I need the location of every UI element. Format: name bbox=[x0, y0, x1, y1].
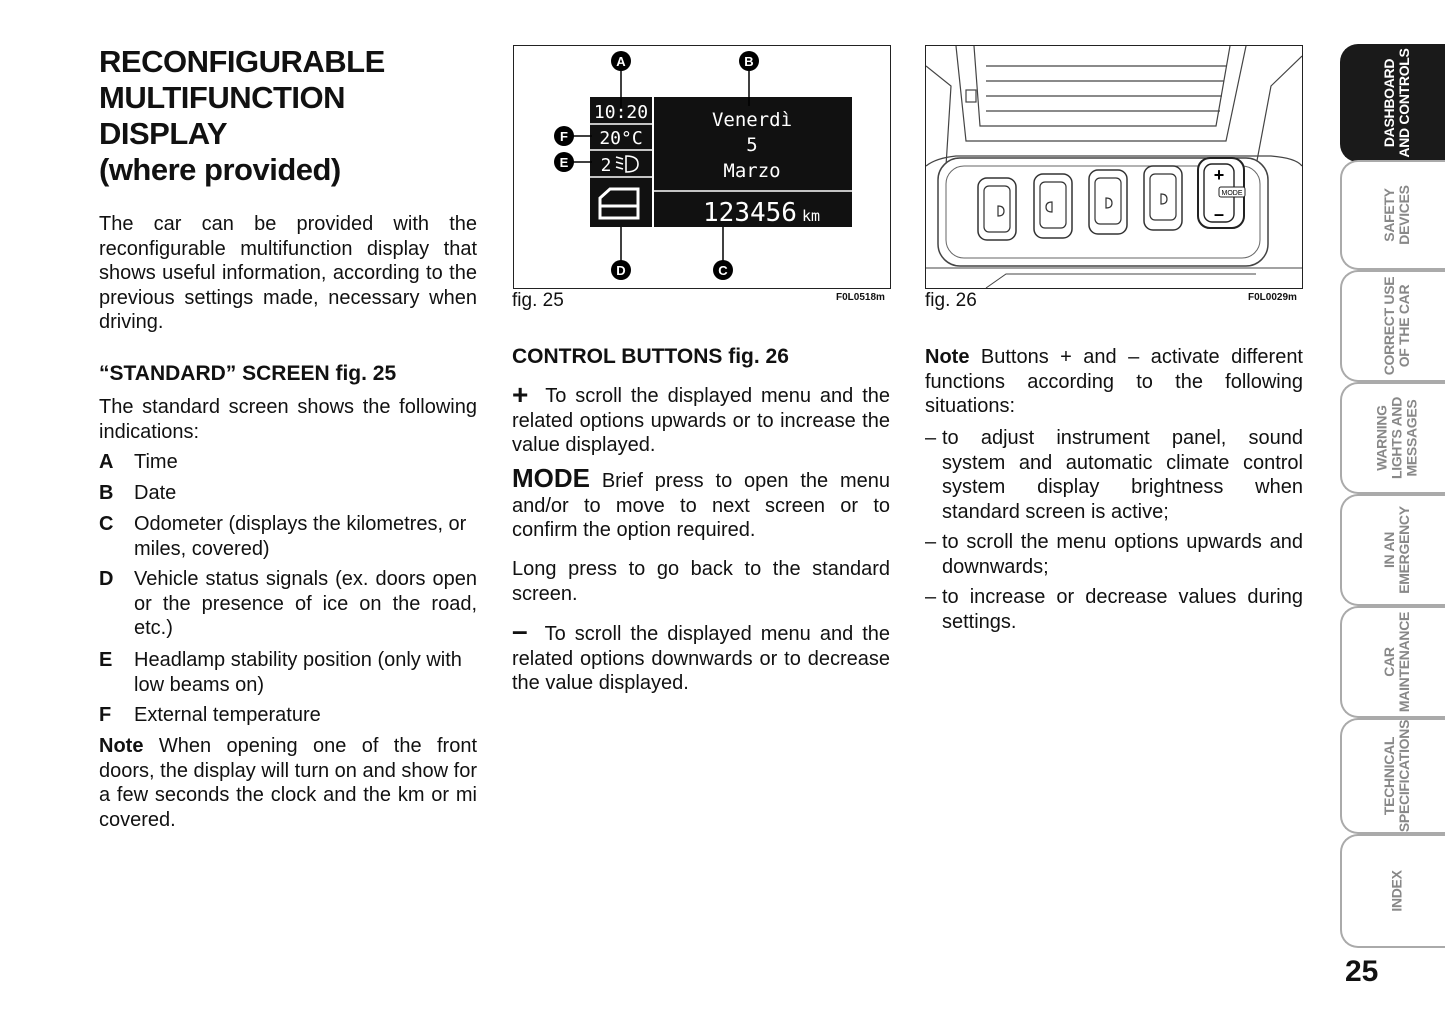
figure-25 bbox=[513, 45, 891, 289]
plus-text: To scroll the displayed menu and the related options upwards or to increase the value displayed. bbox=[512, 385, 890, 456]
list-key: E bbox=[99, 649, 113, 671]
list-item bbox=[99, 450, 477, 475]
dash-marker: – bbox=[925, 531, 937, 553]
control-buttons-illustration bbox=[926, 46, 1302, 288]
plus-paragraph bbox=[512, 379, 890, 458]
tab-in-an-emergency[interactable] bbox=[1340, 494, 1445, 606]
display-headlamp-level: 2 bbox=[600, 155, 612, 176]
display-day: Venerdì bbox=[711, 109, 793, 131]
tab-label: SAFETY DEVICES bbox=[1381, 185, 1412, 245]
tab-label: WARNING LIGHTS AND MESSAGES bbox=[1373, 396, 1420, 480]
tab-technical-specifications[interactable] bbox=[1340, 718, 1445, 834]
plus-symbol: + bbox=[512, 379, 529, 410]
figure-26-caption: fig. 26 bbox=[925, 290, 977, 311]
note-paragraph bbox=[99, 734, 477, 832]
list-text: Date bbox=[134, 482, 177, 504]
callout-label: A bbox=[616, 54, 626, 69]
switch-plus-label: + bbox=[1213, 165, 1225, 185]
list-item bbox=[99, 648, 477, 697]
note-text: When opening one of the front doors, the display will turn on and show for a few seconds the clock and the km or mi covered. bbox=[99, 735, 477, 831]
mode-text: Brief press to open the menu and/or to move to next screen or to confirm the option required. bbox=[512, 470, 890, 541]
figure-25-caption: fig. 25 bbox=[512, 290, 564, 311]
title-line: MULTIFUNCTION bbox=[99, 80, 346, 115]
list-item bbox=[925, 530, 1303, 579]
display-temperature: 20°C bbox=[599, 128, 643, 149]
intro-paragraph: The car can be provided with the reconfigurable multifunction display that shows useful information, according to the previous settings made, necessary when driving. bbox=[99, 213, 477, 333]
tab-label: TECHNICAL SPECIFICATIONS bbox=[1381, 719, 1412, 833]
figure-26 bbox=[925, 45, 1303, 289]
tab-dashboard-and-controls[interactable] bbox=[1340, 44, 1445, 162]
list-key: A bbox=[99, 451, 114, 473]
list-text: to scroll the menu options upwards and downwards; bbox=[942, 531, 1303, 578]
minus-text: To scroll the displayed menu and the related options downwards or to decrease the value displayed. bbox=[512, 623, 891, 694]
minus-paragraph bbox=[512, 615, 891, 696]
control-buttons-heading: CONTROL BUTTONS fig. 26 bbox=[512, 345, 789, 368]
callout-label: C bbox=[718, 263, 728, 278]
list-text: Vehicle status signals (ex. doors open or the presence of ice on the road, etc.) bbox=[134, 568, 477, 639]
title-line: RECONFIGURABLE bbox=[99, 44, 385, 79]
list-text: Headlamp stability position (only with low beams on) bbox=[134, 649, 462, 696]
tab-label: CAR MAINTENANCE bbox=[1381, 611, 1412, 713]
tab-safety-devices[interactable] bbox=[1340, 160, 1445, 270]
standard-screen-text: The standard screen shows the following indications: bbox=[99, 396, 477, 443]
figure-25-code: F0L0518m bbox=[836, 292, 885, 303]
right-note-text: Buttons + and – activate different functions according to the following situations: bbox=[925, 346, 1303, 417]
callout-label: F bbox=[560, 129, 568, 144]
callout-label: D bbox=[616, 263, 626, 278]
note-label: Note bbox=[99, 735, 144, 757]
standard-screen-heading: “STANDARD” SCREEN fig. 25 bbox=[99, 362, 397, 385]
list-text: Time bbox=[134, 451, 178, 473]
figure-26-code: F0L0029m bbox=[1248, 292, 1297, 303]
list-text: External temperature bbox=[134, 704, 321, 726]
display-date-number: 5 bbox=[746, 134, 758, 156]
display-month: Marzo bbox=[723, 160, 781, 182]
list-item bbox=[99, 703, 477, 728]
list-key: B bbox=[99, 482, 114, 504]
list-item bbox=[99, 567, 477, 641]
display-odometer: 123456 bbox=[703, 198, 797, 228]
dash-marker: – bbox=[925, 586, 937, 608]
list-key: C bbox=[99, 513, 114, 535]
multifunction-display-illustration bbox=[514, 46, 890, 288]
list-key: F bbox=[99, 704, 112, 726]
switch-minus-label: – bbox=[1213, 204, 1225, 224]
mode-paragraph bbox=[512, 463, 890, 543]
tab-label: CORRECT USE OF THE CAR bbox=[1381, 276, 1412, 376]
title-line: DISPLAY bbox=[99, 116, 228, 151]
tab-index[interactable] bbox=[1340, 834, 1445, 948]
tab-label: INDEX bbox=[1388, 870, 1405, 912]
right-note-paragraph bbox=[925, 345, 1303, 419]
list-key: D bbox=[99, 568, 114, 590]
minus-symbol: – bbox=[512, 615, 528, 646]
tab-label: IN AN EMERGENCY bbox=[1381, 506, 1412, 594]
callout-label: B bbox=[744, 54, 754, 69]
list-item bbox=[99, 481, 477, 506]
tab-car-maintenance[interactable] bbox=[1340, 606, 1445, 718]
dash-marker: – bbox=[925, 427, 937, 449]
list-text: to adjust instrument panel, sound system and automatic climate control system display brightness when standard screen is active; bbox=[942, 427, 1303, 523]
mode-label: MODE bbox=[512, 463, 590, 493]
display-time: 10:20 bbox=[593, 102, 649, 123]
list-text: Odometer (displays the kilometres, or miles, covered) bbox=[134, 513, 467, 560]
callout-label: E bbox=[559, 155, 569, 170]
list-item bbox=[99, 512, 477, 561]
page-title bbox=[99, 44, 479, 188]
tab-warning-lights-and-messages[interactable] bbox=[1340, 382, 1445, 494]
tab-label: DASHBOARD AND CONTROLS bbox=[1381, 48, 1412, 158]
page-number: 25 bbox=[1345, 955, 1379, 988]
right-note-label: Note bbox=[925, 346, 970, 368]
list-item bbox=[925, 585, 1303, 634]
tab-correct-use-of-the-car[interactable] bbox=[1340, 270, 1445, 382]
display-odometer-unit: km bbox=[802, 207, 821, 225]
long-press-paragraph: Long press to go back to the standard screen. bbox=[512, 558, 890, 605]
list-item bbox=[925, 426, 1303, 524]
switch-mode-label: MODE bbox=[1221, 190, 1243, 197]
title-line: (where provided) bbox=[99, 152, 341, 187]
list-text: to increase or decrease values during settings. bbox=[942, 586, 1303, 633]
